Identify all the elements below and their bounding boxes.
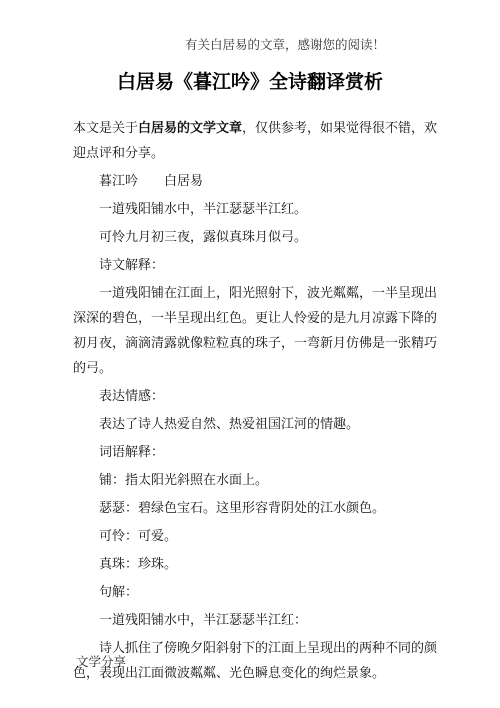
- vocab-item: 瑟瑟：碧绿色宝石。这里形容背阴处的江水颜色。: [99, 501, 386, 516]
- poem-line-2: 可怜九月初三夜，露似真珠月似弓。: [99, 230, 308, 245]
- intro-paragraph: [73, 116, 438, 166]
- article-body: [73, 116, 438, 686]
- intro-text-after: ，仅供参考，如果觉得很不错，欢迎点评和分享。: [73, 121, 438, 161]
- vocab-heading: 词语解释：: [99, 445, 165, 460]
- sentence-paragraph: 诗人抓住了傍晚夕阳斜射下的江面上呈现出的两种不同的颜色，表现出江面微波粼粼、光色瞬息变化的绚烂景象。: [73, 641, 438, 681]
- vocab-item: 真珠：珍珠。: [99, 557, 178, 572]
- sentence-line: 一道残阳铺水中，半江瑟瑟半江红：: [99, 613, 308, 628]
- header-note: 有关白居易的文章，感谢您的阅读！: [184, 37, 385, 52]
- translation-paragraph: 一道残阳铺在江面上，阳光照射下，波光粼粼，一半呈现出深深的碧色，一半呈现出红色。更让人怜爱的是九月凉露下降的初月夜，滴滴清露就像粒粒真的珠子，一弯新月仿佛是一张精巧的弓。: [73, 286, 438, 376]
- emotion-heading: 表达情感：: [99, 389, 165, 404]
- emotion-paragraph: 表达了诗人热爱自然、热爱祖国江河的情趣。: [99, 417, 360, 432]
- footer-label: 文学分享: [76, 654, 127, 669]
- sentence-heading: 句解：: [99, 585, 139, 600]
- poem-title: 暮江吟: [99, 174, 139, 189]
- poem-author: 白居易: [164, 174, 204, 189]
- vocab-item: 铺：指太阳光斜照在水面上。: [99, 473, 269, 488]
- poem-line-1: 一道残阳铺水中，半江瑟瑟半江红。: [99, 202, 308, 217]
- poem-heading: [73, 169, 438, 194]
- translation-heading: 诗文解释：: [99, 258, 165, 273]
- intro-text-before: 本文是关于: [73, 121, 139, 136]
- page-title: 白居易《暮江吟》全诗翻译赏析: [116, 71, 383, 93]
- vocab-item: 可怜：可爱。: [99, 529, 178, 544]
- intro-bold-text: 白居易的文学文章: [138, 121, 243, 136]
